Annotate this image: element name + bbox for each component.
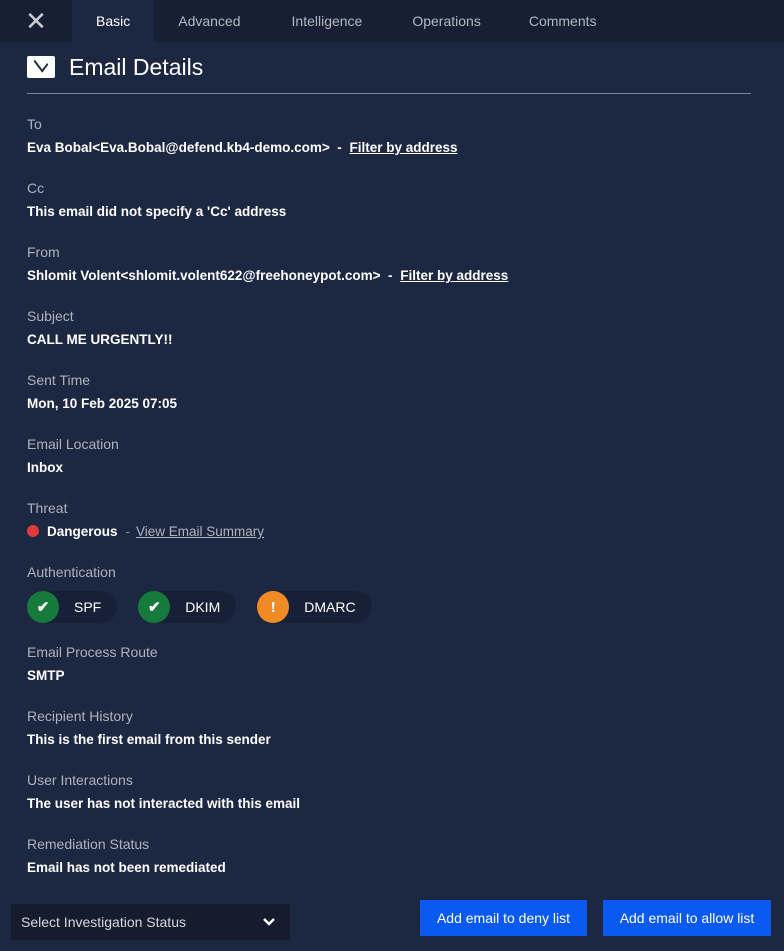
select-label: Select Investigation Status bbox=[21, 914, 186, 930]
field-label: Sent Time bbox=[27, 372, 91, 388]
chevron-down-icon bbox=[262, 917, 276, 927]
from-value: Shlomit Volent<shlomit.volent622@freehoneypot.com> - bbox=[27, 268, 393, 283]
field-history bbox=[27, 708, 271, 748]
threat-dot-icon bbox=[27, 525, 39, 537]
field-sent-time bbox=[27, 372, 177, 412]
auth-dmarc bbox=[257, 591, 371, 623]
cc-value: This email did not specify a 'Cc' address bbox=[27, 204, 287, 219]
field-label: To bbox=[27, 116, 42, 132]
auth-name: DKIM bbox=[185, 599, 221, 615]
field-cc bbox=[27, 180, 286, 220]
field-remediation bbox=[27, 836, 226, 876]
field-label: Subject bbox=[27, 308, 74, 324]
field-label: User Interactions bbox=[27, 772, 133, 788]
history-value: This is the first email from this sender bbox=[27, 732, 271, 747]
field-label: Authentication bbox=[27, 564, 116, 580]
threat-value: Dangerous bbox=[47, 524, 118, 539]
interactions-value: The user has not interacted with this email bbox=[27, 796, 301, 811]
field-authentication bbox=[27, 564, 372, 623]
page-title: Email Details bbox=[69, 54, 204, 80]
field-label: From bbox=[27, 244, 60, 260]
close-icon[interactable]: ✕ bbox=[25, 5, 47, 36]
auth-name: SPF bbox=[74, 599, 102, 615]
investigation-status-select[interactable] bbox=[11, 904, 290, 940]
tab-comments[interactable]: Comments bbox=[528, 13, 597, 29]
filter-by-to-address-link[interactable]: Filter by address bbox=[349, 140, 458, 155]
envelope-icon bbox=[27, 56, 55, 78]
top-nav bbox=[0, 0, 784, 42]
to-value: Eva Bobal<Eva.Bobal@defend.kb4-demo.com> - bbox=[27, 140, 342, 155]
field-to bbox=[27, 116, 458, 156]
field-label: Email Location bbox=[27, 436, 119, 452]
auth-spf bbox=[27, 591, 117, 623]
section-header bbox=[27, 52, 751, 94]
filter-by-from-address-link[interactable]: Filter by address bbox=[400, 268, 509, 283]
field-label: Email Process Route bbox=[27, 644, 158, 660]
warning-icon: ! bbox=[257, 591, 289, 623]
sent-time-value: Mon, 10 Feb 2025 07:05 bbox=[27, 396, 178, 411]
field-interactions bbox=[27, 772, 300, 812]
field-route bbox=[27, 644, 158, 684]
field-location bbox=[27, 436, 119, 476]
field-subject bbox=[27, 308, 173, 348]
add-to-deny-list-button[interactable]: Add email to deny list bbox=[420, 900, 587, 936]
field-threat bbox=[27, 500, 264, 540]
auth-name: DMARC bbox=[304, 599, 356, 615]
check-icon: ✔ bbox=[27, 591, 59, 623]
field-label: Cc bbox=[27, 180, 45, 196]
auth-dkim bbox=[138, 591, 236, 623]
field-label: Remediation Status bbox=[27, 836, 150, 852]
remediation-value: Email has not been remediated bbox=[27, 860, 226, 875]
subject-value: CALL ME URGENTLY!! bbox=[27, 332, 173, 347]
tab-operations[interactable]: Operations bbox=[412, 13, 481, 29]
add-to-allow-list-button[interactable]: Add email to allow list bbox=[603, 900, 771, 936]
field-from bbox=[27, 244, 508, 284]
check-icon: ✔ bbox=[138, 591, 170, 623]
tab-intelligence[interactable]: Intelligence bbox=[291, 13, 363, 29]
tab-advanced[interactable]: Advanced bbox=[178, 13, 241, 29]
location-value: Inbox bbox=[27, 460, 63, 475]
field-label: Threat bbox=[27, 500, 68, 516]
separator: - bbox=[125, 524, 131, 539]
route-value: SMTP bbox=[27, 668, 65, 683]
field-label: Recipient History bbox=[27, 708, 133, 724]
view-email-summary-link[interactable]: View Email Summary bbox=[136, 524, 265, 539]
tab-basic[interactable]: Basic bbox=[72, 0, 154, 42]
